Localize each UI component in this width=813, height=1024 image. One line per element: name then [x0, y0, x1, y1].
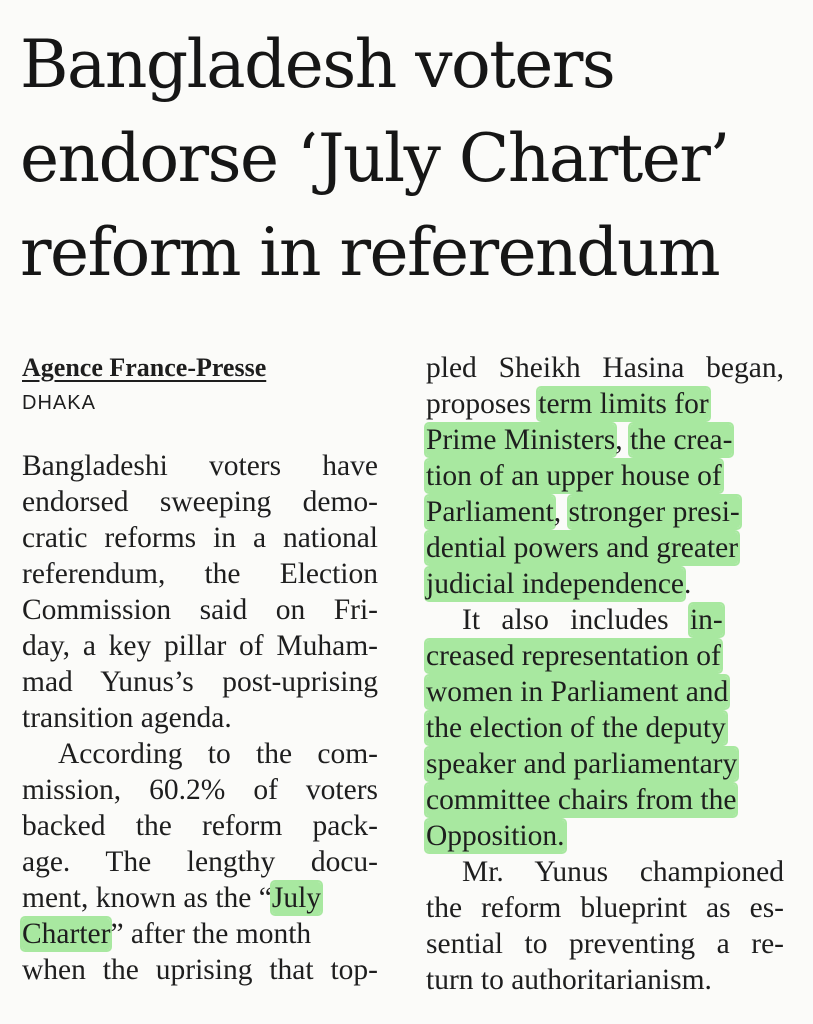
text-line: transition agenda. [22, 702, 232, 734]
highlighted-text: dential powers and greater [426, 532, 739, 564]
text-line [22, 916, 378, 952]
text-line [426, 386, 784, 422]
text-line [426, 458, 784, 494]
text-line [426, 530, 784, 566]
text-line [426, 602, 784, 638]
highlighted-text: in- [689, 604, 723, 636]
dateline: DHAKA [22, 392, 96, 414]
text-line: sential to preventing a re- [426, 928, 784, 960]
highlighted-text: July [271, 882, 322, 914]
highlighted-text: judicial independence [426, 568, 685, 600]
text-fragment: ” after the month [110, 918, 312, 950]
headline [20, 18, 800, 300]
highlighted-text: Charter [22, 918, 111, 950]
highlighted-text: Parliament [426, 496, 554, 528]
text-fragment: It also includes [462, 604, 690, 636]
text-fragment: proposes [426, 388, 539, 420]
highlighted-text: committee chairs from the [426, 784, 737, 816]
text-line [426, 638, 784, 674]
highlighted-text: stronger presi- [568, 496, 740, 528]
text-line: age. The lengthy docu- [22, 846, 378, 878]
text-line: day, a key pillar of Muham- [22, 630, 378, 662]
highlighted-text: the crea- [630, 424, 733, 456]
text-line [426, 674, 784, 710]
text-line: when the uprising that top- [22, 954, 378, 986]
text-line [426, 746, 784, 782]
right-column [426, 350, 784, 998]
text-line: Bangladeshi voters have [22, 450, 378, 482]
text-line [22, 880, 378, 916]
text-line: Mr. Yunus championed [462, 856, 784, 888]
text-fragment: , [615, 424, 631, 456]
highlighted-text: term limits for [538, 388, 709, 420]
text-line [426, 782, 784, 818]
text-line [426, 422, 784, 458]
headline-line: endorse ‘July Charter’ [20, 120, 729, 197]
highlighted-text: Prime Ministers [426, 424, 616, 456]
text-line [426, 566, 784, 602]
highlighted-text: tion of an upper house of [426, 460, 722, 492]
left-column [22, 350, 378, 988]
byline: Agence France-Presse [22, 353, 267, 382]
highlighted-text: women in Parliament and [426, 676, 729, 708]
text-line: mad Yunus’s post-uprising [22, 666, 378, 698]
highlighted-text: Opposition. [426, 820, 565, 852]
headline-line: Bangladesh voters [20, 26, 615, 103]
text-line: mission, 60.2% of voters [22, 774, 378, 806]
text-line [426, 494, 784, 530]
text-line: backed the reform pack- [22, 810, 378, 842]
text-fragment: . [684, 568, 692, 600]
text-line [426, 710, 784, 746]
text-line: endorsed sweeping demo- [22, 486, 378, 518]
text-line: Commission said on Fri- [22, 594, 378, 626]
highlighted-text: speaker and parliamentary [426, 748, 738, 780]
text-line: cratic reforms in a national [22, 522, 378, 554]
text-line: pled Sheikh Hasina began, [426, 352, 784, 384]
highlighted-text: the election of the deputy [426, 712, 726, 744]
text-line: turn to authoritarianism. [426, 964, 712, 996]
highlighted-text: creased representation of [426, 640, 721, 672]
text-fragment: ment, known as the “ [22, 882, 272, 914]
text-fragment: , [553, 496, 569, 528]
text-line: According to the com- [58, 738, 378, 770]
text-line: the reform blueprint as es- [426, 892, 784, 924]
headline-line: reform in referendum [20, 214, 720, 291]
text-line: referendum, the Election [22, 558, 378, 590]
text-line [426, 818, 784, 854]
